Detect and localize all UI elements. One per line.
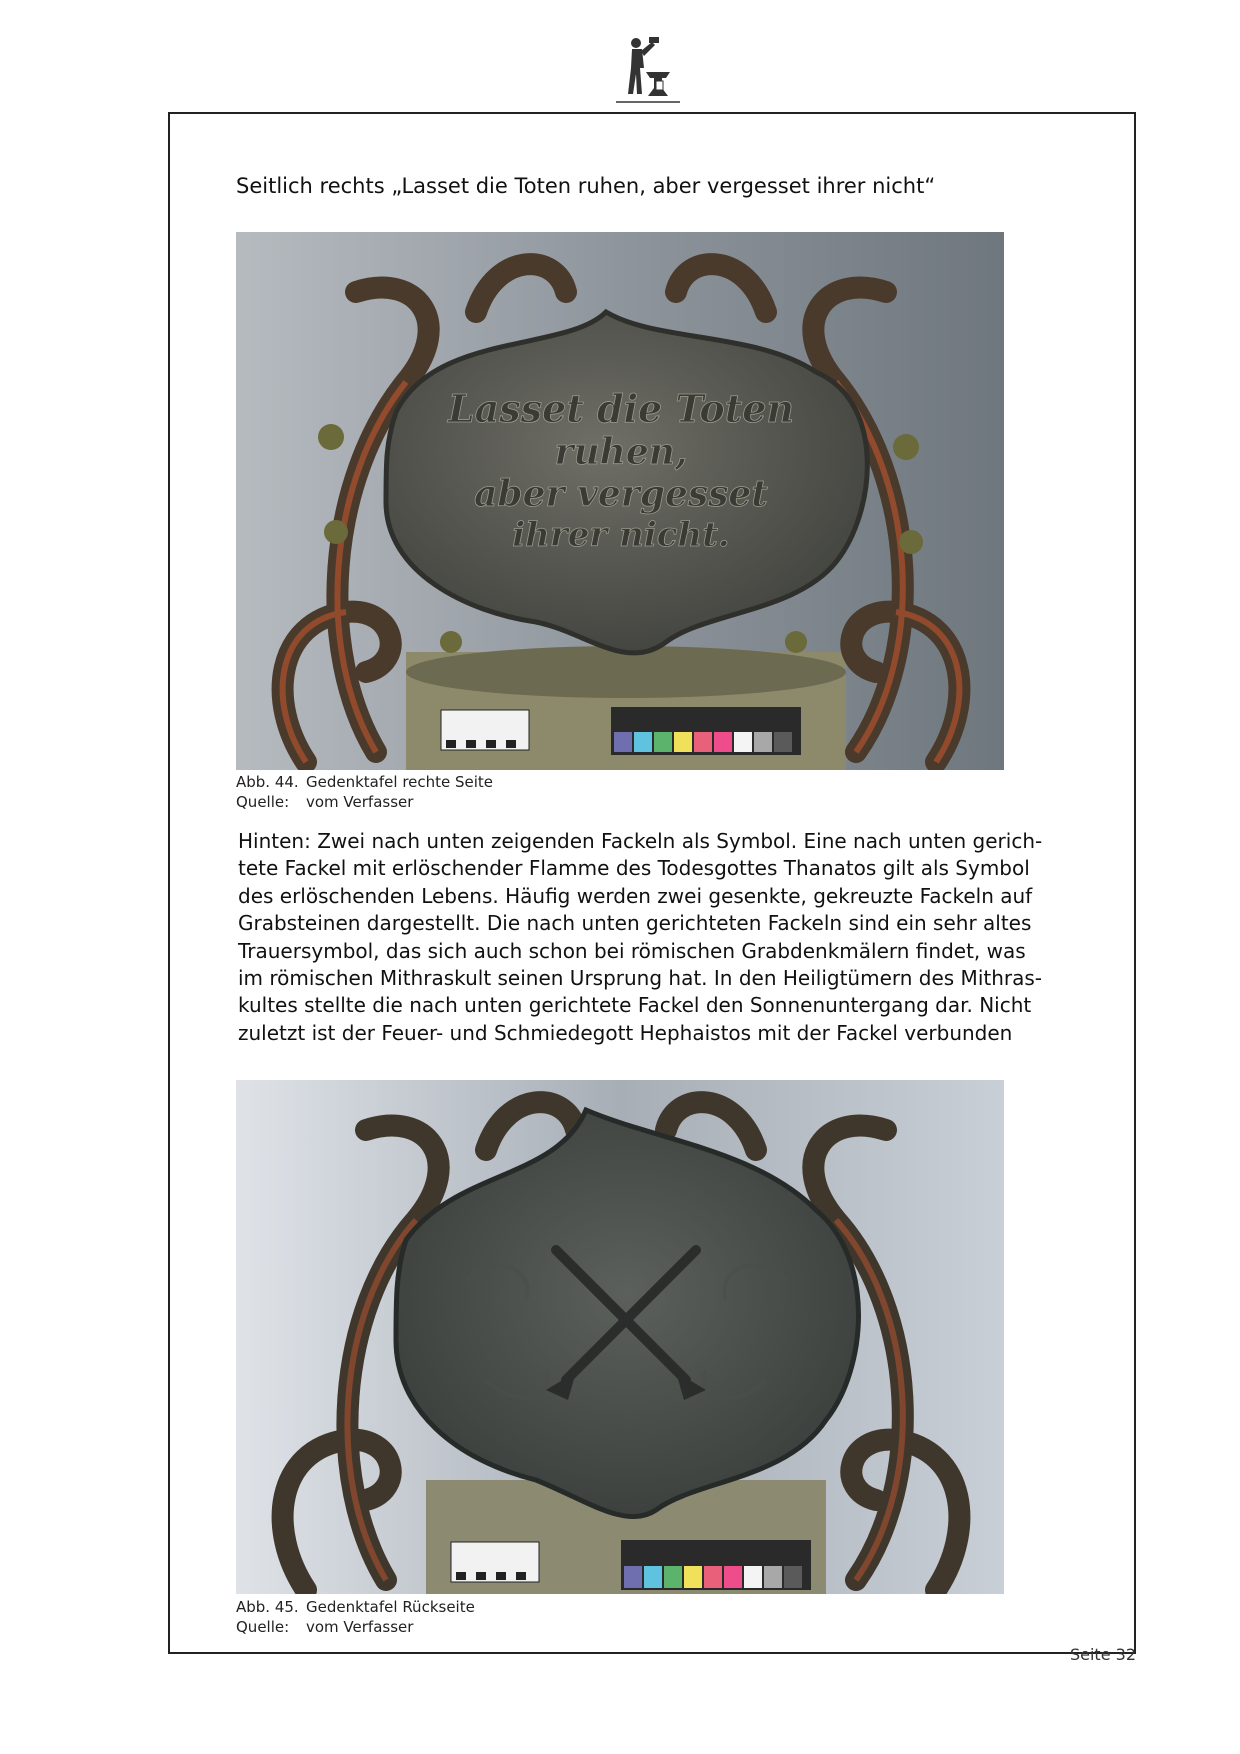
figure-44-caption [236, 772, 493, 812]
figure-45-caption [236, 1597, 475, 1637]
plaque-line-3: aber vergesset [474, 473, 768, 515]
body-line: kultes stellte die nach unten gerichtete Fackel den Sonnenuntergang dar. Nicht [238, 993, 1032, 1018]
plaque-line-4: ihrer nicht. [512, 515, 730, 555]
figure-45-source: vom Verfasser [306, 1618, 414, 1636]
figure-45-source-label: Quelle: [236, 1618, 290, 1636]
body-line: zuletzt ist der Feuer- und Schmiedegott Hephaistos mit der Fackel verbunden [238, 1020, 1013, 1045]
body-paragraph [238, 828, 1058, 1047]
figure-44-title: Gedenktafel rechte Seite [306, 773, 494, 791]
figure-45-label: Abb. 45. [236, 1598, 299, 1616]
body-line: Hinten: Zwei nach unten zeigenden Fackeln als Symbol. Eine nach unten gerich- [238, 829, 1043, 853]
plaque-line-1: Lasset die Toten [447, 386, 795, 431]
plaque-back-side-photo [236, 1080, 1004, 1594]
body-line: tete Fackel mit erlöschender Flamme des Todesgottes Thanatos gilt als Symbol [238, 856, 1030, 881]
figure-44-source-label: Quelle: [236, 793, 290, 811]
blacksmith-logo-icon [612, 34, 684, 106]
body-line: Trauersymbol, das sich auch schon bei römischen Grabdenkmälern findet, was [238, 938, 1026, 963]
plaque-right-side-photo [236, 232, 1004, 770]
body-line: Grabsteinen dargestellt. Die nach unten gerichteten Fackeln sind ein sehr altes [238, 911, 1032, 936]
body-line: im römischen Mithraskult seinen Ursprung hat. In den Heiligtümern des Mithras- [238, 966, 1043, 991]
page-number: Seite 32 [1069, 1645, 1136, 1664]
section-heading: Seitlich rechts „Lasset die Toten ruhen, aber vergesset ihrer nicht“ [236, 174, 936, 198]
figure-44-source: vom Verfasser [306, 793, 414, 811]
figure-44-label: Abb. 44. [236, 773, 299, 791]
body-line: des erlöschenden Lebens. Häufig werden zwei gesenkte, gekreuzte Fackeln auf [238, 883, 1033, 908]
plaque-line-2: ruhen, [554, 431, 688, 473]
figure-45-title: Gedenktafel Rückseite [306, 1598, 475, 1616]
